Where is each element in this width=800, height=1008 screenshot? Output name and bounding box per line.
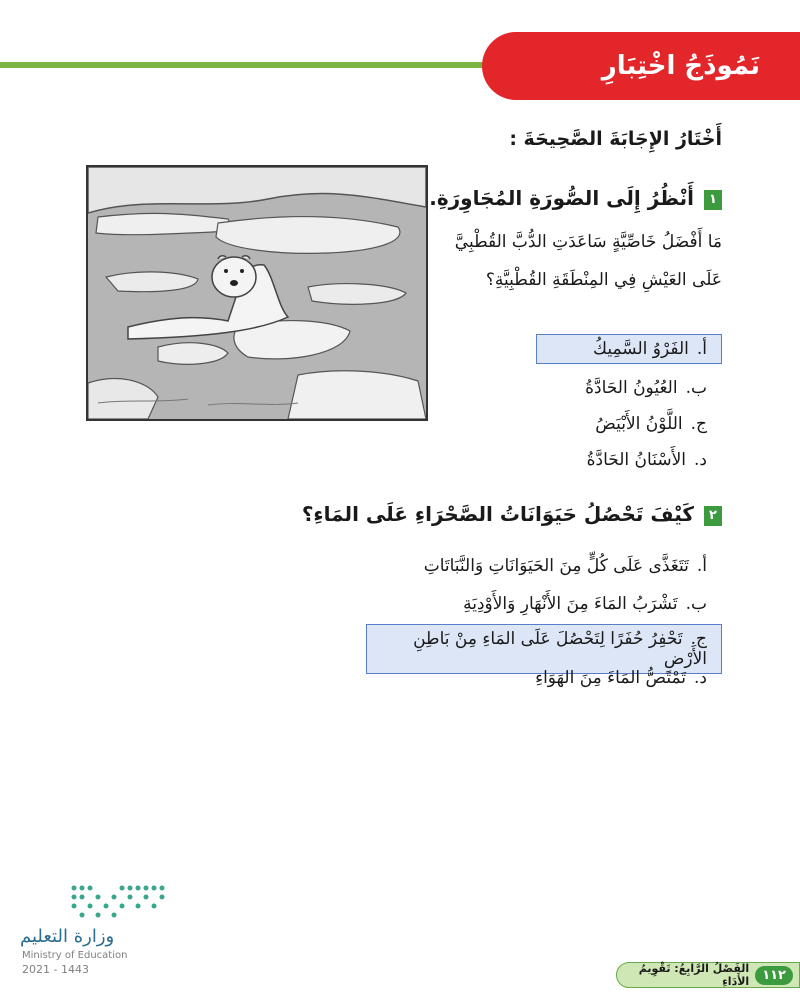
ministry-name-arabic: وزارة التعليم <box>20 926 115 947</box>
question-1-option-b[interactable]: ب.العُيُونُ الحَادَّةُ <box>585 378 707 398</box>
polar-bear-illustration <box>86 165 428 421</box>
question-1-option-d[interactable]: د.الأَسْنَانُ الحَادَّةُ <box>586 450 707 470</box>
question-2-option-b[interactable]: ب.تَشْرَبُ المَاءَ مِنَ الأَنْهَارِ وَالأَوْدِيَةِ <box>463 594 707 614</box>
chapter-label: الفَصْلُ الرَّابِعُ: تَقْوِيمُ الأَدَاءِ <box>638 962 750 988</box>
ministry-year: 2021 - 1443 <box>22 963 89 976</box>
header-accent-line <box>0 62 500 68</box>
page-title: نَمُوذَجُ اخْتِبَارِ <box>482 32 800 100</box>
question-2-number: ٢ <box>704 506 722 526</box>
ministry-logo-dots-icon <box>70 884 166 924</box>
question-2-heading: ٢كَيْفَ تَحْصُلُ حَيَوَانَاتُ الصَّحْرَاءِ عَلَى المَاءِ؟ <box>302 502 722 526</box>
question-2-option-a[interactable]: أ.تَتَغَذَّى عَلَى كُلٍّ مِنَ الحَيَوَانَاتِ وَالنَّبَاتَاتِ <box>423 556 707 576</box>
page-number: ١١٢ <box>755 966 793 985</box>
question-1-text-line-1: مَا أَفْضَلُ خَاصِّيَّةٍ سَاعَدَتِ الدُّبَّ القُطْبِيَّ <box>454 232 722 252</box>
question-1-text-line-2: عَلَى العَيْشِ فِي المِنْطَقَةِ القُطْبِيَّةِ؟ <box>485 270 722 290</box>
instruction-heading: أَخْتَارُ الإِجَابَةَ الصَّحِيحَةَ : <box>509 128 722 150</box>
question-1-option-a[interactable]: أ.الفَرْوُ السَّمِيكُ <box>536 334 722 364</box>
question-1-number: ١ <box>704 190 722 210</box>
question-1-heading: ١أَنْظُرُ إِلَى الصُّورَةِ المُجَاوِرَةِ. <box>429 186 722 210</box>
question-2-option-d[interactable]: د.تَمْتَصُّ المَاءَ مِنَ الهَوَاءِ <box>535 668 707 688</box>
page-footer <box>616 962 800 988</box>
question-2-option-c[interactable]: ج.تَحْفِرُ حُفَرًا لِتَحْصُلَ عَلَى المَاءِ مِنْ بَاطِنِ الأَرْضِ <box>366 624 722 674</box>
ministry-name-english: Ministry of Education <box>22 950 128 961</box>
question-1-option-c[interactable]: ج.اللَّوْنُ الأَبْيَضُ <box>595 414 707 434</box>
